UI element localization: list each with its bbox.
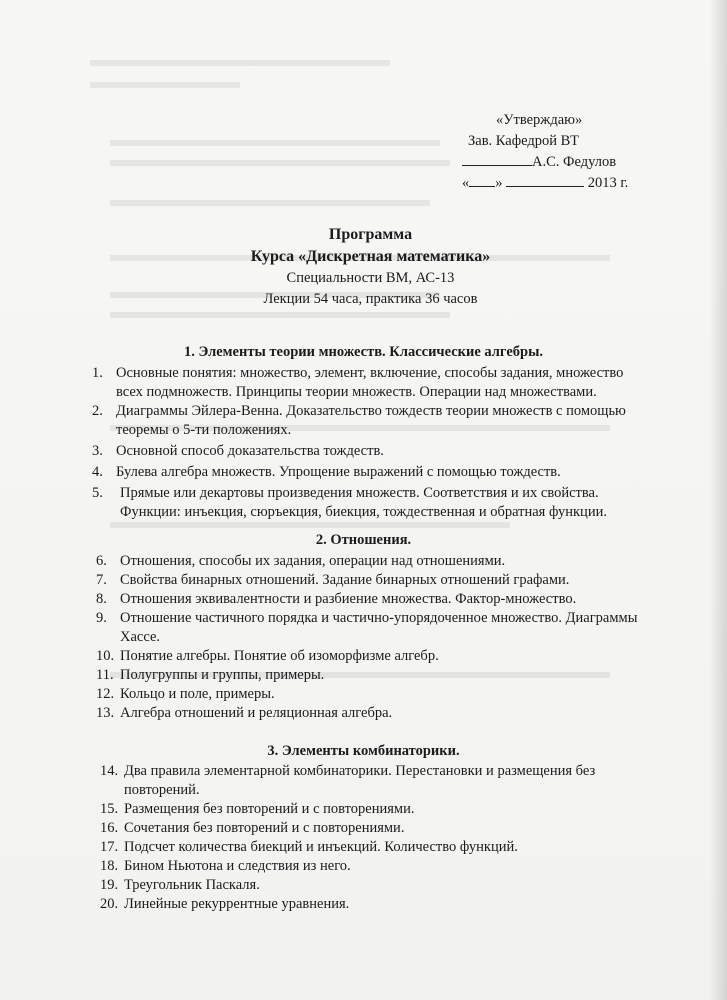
approval-signer: А.С. Федулов xyxy=(532,154,617,170)
show-through-line xyxy=(110,312,450,328)
program-title: Программа xyxy=(328,226,413,243)
item-number: 3. xyxy=(92,443,103,459)
section-title-2: 2. Отношения. xyxy=(315,532,412,548)
approval-date-line xyxy=(462,173,702,194)
item-text: Отношения эквивалентности и разбиение множества. Фактор-множество. xyxy=(120,591,577,607)
item-continuation: Хассе. xyxy=(120,629,161,645)
list-item xyxy=(92,442,652,461)
item-continuation: повторений. xyxy=(124,782,200,798)
day-blank xyxy=(469,173,495,187)
item-text: Алгебра отношений и реляционная алгебра. xyxy=(120,705,393,721)
item-number: 5. xyxy=(92,485,103,501)
list-item xyxy=(92,402,652,440)
page-edge-shadow xyxy=(709,0,727,1000)
item-text: Размещения без повторений и с повторениями. xyxy=(124,801,415,817)
item-text: Основные понятия: множество, элемент, включение, способы задания, множество xyxy=(116,365,624,381)
list-item xyxy=(96,685,666,704)
item-text: Понятие алгебры. Понятие об изоморфизме алгебр. xyxy=(120,648,439,664)
show-through-line xyxy=(110,160,450,176)
item-number: 10. xyxy=(96,648,115,664)
list-item xyxy=(92,463,652,482)
section-list-2 xyxy=(96,552,666,723)
list-item xyxy=(92,364,652,402)
show-through-line xyxy=(90,82,240,98)
item-number: 6. xyxy=(96,553,107,569)
list-item xyxy=(96,647,666,666)
item-number: 11. xyxy=(96,667,114,683)
item-text: Два правила элементарной комбинаторики. Перестановки и размещения без xyxy=(124,763,596,779)
show-through-line xyxy=(110,140,440,156)
course-title: Курса «Дискретная математика» xyxy=(250,248,491,265)
item-text: Отношения, способы их задания, операции над отношениями. xyxy=(120,553,506,569)
approval-year: 2013 г. xyxy=(587,175,629,191)
list-item xyxy=(96,590,666,609)
approval-title: «Утверждаю» xyxy=(496,112,583,128)
item-text: Диаграммы Эйлера-Венна. Доказательство тождеств теории множеств с помощью xyxy=(116,403,626,419)
item-number: 20. xyxy=(100,896,119,912)
item-number: 18. xyxy=(100,858,119,874)
approval-position: Зав. Кафедрой ВТ xyxy=(468,133,579,149)
section-title-1: 1. Элементы теории множеств. Классические алгебры. xyxy=(183,344,544,360)
section-list-3 xyxy=(100,762,670,914)
list-item xyxy=(100,895,670,914)
item-text: Треугольник Паскаля. xyxy=(124,877,260,893)
list-item xyxy=(92,484,652,522)
item-number: 14. xyxy=(100,763,119,779)
item-text: Подсчет количества биекций и инъекций. Количество функций. xyxy=(124,839,518,855)
item-number: 1. xyxy=(92,365,103,381)
list-item xyxy=(96,609,666,647)
item-text: Свойства бинарных отношений. Задание бинарных отношений графами. xyxy=(120,572,570,588)
item-number: 12. xyxy=(96,686,115,702)
item-number: 16. xyxy=(100,820,119,836)
item-text: Основной способ доказательства тождеств. xyxy=(116,443,384,459)
list-item xyxy=(100,819,670,838)
month-blank xyxy=(506,173,584,187)
item-text: Полугруппы и группы, примеры. xyxy=(120,667,325,683)
list-item xyxy=(100,857,670,876)
list-item xyxy=(96,571,666,590)
item-text: Бином Ньютона и следствия из него. xyxy=(124,858,351,874)
hours-line: Лекции 54 часа, практика 36 часов xyxy=(263,291,478,307)
item-continuation: всех подмножеств. Принципы теории множеств. Операции над множествами. xyxy=(116,384,597,400)
item-number: 17. xyxy=(100,839,119,855)
list-item xyxy=(100,800,670,819)
item-continuation: Функции: инъекция, сюръекция, биекция, тождественная и обратная функции. xyxy=(120,504,607,520)
show-through-line xyxy=(110,200,430,216)
item-number: 19. xyxy=(100,877,119,893)
item-number: 13. xyxy=(96,705,115,721)
item-number: 8. xyxy=(96,591,107,607)
item-continuation: теоремы о 5-ти положениях. xyxy=(116,422,292,438)
item-text: Булева алгебра множеств. Упрощение выражений с помощью тождеств. xyxy=(116,464,561,480)
approval-signature-line xyxy=(462,152,702,173)
list-item xyxy=(96,552,666,571)
item-text: Сочетания без повторений и с повторениями. xyxy=(124,820,405,836)
item-number: 15. xyxy=(100,801,119,817)
item-text: Прямые или декартовы произведения множеств. Соответствия и их свойства. xyxy=(120,485,599,501)
item-text: Отношение частичного порядка и частично-упорядоченное множество. Диаграммы xyxy=(120,610,638,626)
section-list-1 xyxy=(92,364,652,522)
list-item xyxy=(96,666,666,685)
date-open-quote: « xyxy=(462,175,470,191)
list-item xyxy=(100,762,670,800)
program-header xyxy=(0,224,727,310)
item-number: 4. xyxy=(92,464,103,480)
item-text: Кольцо и поле, примеры. xyxy=(120,686,275,702)
specialty-line: Специальности ВМ, АС-13 xyxy=(286,270,455,286)
list-item xyxy=(100,876,670,895)
item-number: 9. xyxy=(96,610,107,626)
list-item xyxy=(100,838,670,857)
list-item xyxy=(96,704,666,723)
show-through-line xyxy=(90,60,390,76)
signature-blank xyxy=(462,152,532,166)
item-number: 2. xyxy=(92,403,103,419)
item-number: 7. xyxy=(96,572,107,588)
item-text: Линейные рекуррентные уравнения. xyxy=(124,896,350,912)
section-title-3: 3. Элементы комбинаторики. xyxy=(267,743,460,759)
date-close-quote: » xyxy=(495,175,503,191)
approval-block xyxy=(462,110,702,194)
